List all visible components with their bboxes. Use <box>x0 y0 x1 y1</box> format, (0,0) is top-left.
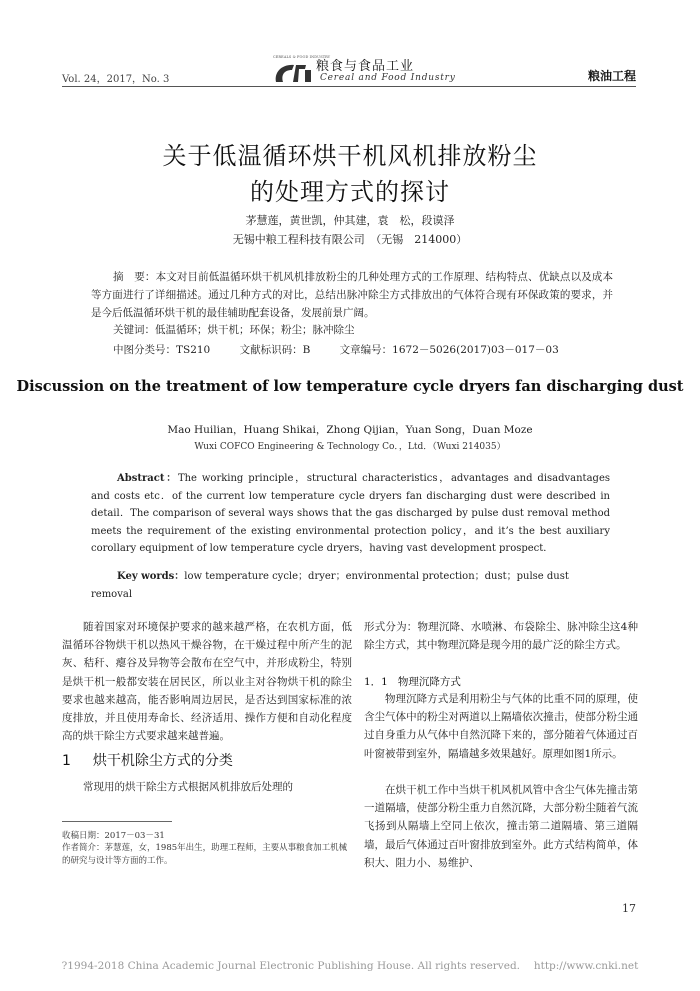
affiliation-en: Wuxi COFCO Engineering & Technology Co．，Ltd．（Wuxi 214035） <box>194 442 506 452</box>
abstract-en-label: Abstract： <box>117 473 178 484</box>
section-1-number: 1 <box>62 753 71 769</box>
abstract-en-text: The working principle，structural characteristics，advantages and disadvantages and costs etc．of the current low temperature cycle dryers fan discharging dust were described in detail．The comparison of several ways shows that the gas discharged by pulse dust removal method meets the requirement of the existing environmental protection policy，and it’s the best auxiliary corollary equipment of low temperature cycle dryers，having vast development prospect． <box>91 473 610 554</box>
journal-name-en: Cereal and Food Industry <box>320 73 456 83</box>
section-1-1-title: 物理沉降方式 <box>397 676 461 688</box>
abstract-cn: 摘 要：本文对目前低温循环烘干机风机排放粉尘的几种处理方式的工作原理、结构特点、优缺点以及成本等方面进行了详细描述。通过几种方式的对比，总结出脉冲除尘方式排放出的气体符合现有环保政策的要求，并是今后低温循环烘干机的最佳辅助配套设备，发展前景广阔。 <box>91 271 613 319</box>
author-bio: 作者简介：茅慧莲，女，1985年出生，助理工程师，主要从事粮食加工机械的研究与设计等方面的工作。 <box>62 843 348 866</box>
section-1-title: 烘干机除尘方式的分类 <box>92 753 233 769</box>
section-1-continued: 形式分为：物理沉降、水喷淋、布袋除尘、脉冲除尘这4种除尘方式，其中物理沉降是现今用的最广泛的除尘方式。 <box>364 621 638 652</box>
authors-cn: 茅慧莲，黄世凯，仲其建，袁 松，段谟泽 <box>245 214 455 227</box>
keywords-en-label: Key words： <box>117 571 185 582</box>
abstract-en <box>91 470 610 558</box>
footnote-divider <box>62 821 172 822</box>
article-number: 文章编号：1672－5026(2017)03－017－03 <box>339 344 559 356</box>
keywords-en-text: low temperature cycle；dryer；environmental protection；dust；pulse dust removal <box>91 571 569 600</box>
section-1-1-number: 1．1 <box>364 676 388 688</box>
section-1-paragraph: 常现用的烘干除尘方式根据风机排放后处理的 <box>83 781 293 793</box>
volume-info: Vol. 24，2017，No. 3 <box>62 74 170 85</box>
journal-logo <box>272 56 314 84</box>
authors-en: Mao Huilian，Huang Shikai，Zhong Qijian，Yuan Song，Duan Moze <box>167 424 533 436</box>
title-cn-line1: 关于低温循环烘干机风机排放粉尘 <box>162 142 538 170</box>
affiliation-cn: 无锡中粮工程科技有限公司 （无锡 214000） <box>232 233 468 246</box>
keywords-en <box>91 568 610 603</box>
intro-paragraph: 随着国家对环境保护要求的越来越严格，在农机方面，低温循环谷物烘干机以热风干燥谷物，在干燥过程中所产生的泥灰、秸秆、瘪谷及异物等会散布在空气中，并形成粉尘，特别是烘干机一般都安装在居民区，所以业主对谷物烘干机的除尘要求也越来越高，能否影响周边居民，是否达到国家标准的浓度排放，并且使用寿命长、经济适用、操作方便和自动化程度高的烘干除尘方式要求越来越普遍。 <box>62 621 352 743</box>
keywords-cn: 关键词：低温循环；烘干机；环保；粉尘；脉冲除尘 <box>113 324 355 336</box>
section-1-1-heading <box>364 674 461 689</box>
page-number: 17 <box>622 902 636 915</box>
title-cn-line2: 的处理方式的探讨 <box>250 178 450 206</box>
logo-caption: CEREALS & FOOD INDUSTRY <box>273 55 331 59</box>
classification-line <box>113 342 585 357</box>
section-1-heading <box>62 750 233 770</box>
header-divider <box>62 86 636 87</box>
journal-name-cn: 粮食与食品工业 <box>316 59 415 74</box>
section-label: 粮油工程 <box>587 69 636 83</box>
clc-code: 中图分类号：TS210 <box>113 344 211 356</box>
received-date: 收稿日期：2017－03－31 <box>62 831 165 841</box>
title-en: Discussion on the treatment of low temperature cycle dryers fan discharging dust <box>16 378 684 395</box>
section-1-1-paragraph-2: 在烘干机工作中当烘干机风机风管中含尘气体先撞击第一道隔墙，使部分粉尘重力自然沉降，大部分粉尘随着气流飞扬到从隔墙上空同上依次，撞击第二道隔墙、第三道隔墙，最后气体通过百叶窗排放到室外。此方式结构简单，体积大、阻力小、易维护、 <box>364 784 638 869</box>
section-1-1-paragraph: 物理沉降方式是利用粉尘与气体的比重不同的原理，使含尘气体中的粉尘对两道以上隔墙依次撞击，使部分粉尘通过自身重力从气体中自然沉降下来的，部分随着气体通过百叶窗被带到室外，隔墙越多效果越好。原理如图1所示。 <box>364 693 638 760</box>
copyright-footer: ?1994-2018 China Academic Journal Electronic Publishing House. All rights reserved. http://www.cnki.net <box>61 960 639 972</box>
doc-code: 文献标识码：B <box>239 344 311 356</box>
